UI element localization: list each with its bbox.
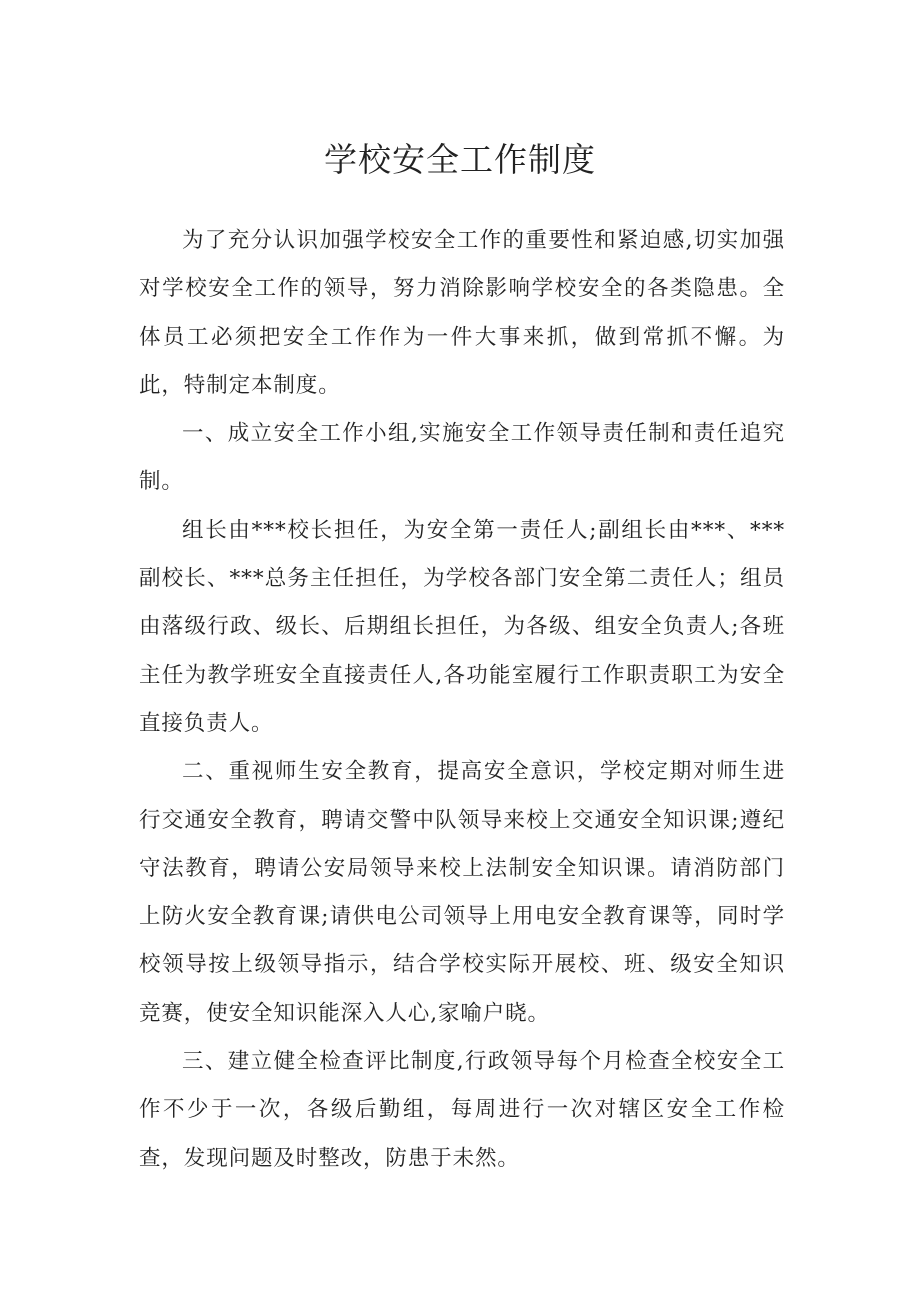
paragraph-section-1-detail: 组长由***校长担任，为安全第一责任人;副组长由***、***副校长、***总务主任担任，为学校各部门安全第二责任人；组员由落级行政、级长、后期组长担任，为各级、组安全负责人;各班主任为教学班安全直接责任人,各功能室履行工作职责职工为安全直接负责人。 [139, 517, 785, 736]
document-body [139, 217, 785, 1183]
paragraph-section-1: 一、成立安全工作小组,实施安全工作领导责任制和责任追究制。 [139, 421, 785, 495]
paragraph-section-2: 二、重视师生安全教育，提高安全意识，学校定期对师生进行交通安全教育，聘请交警中队领导来校上交通安全知识课;遵纪守法教育，聘请公安局领导来校上法制安全知识课。请消防部门上防火安全教育课;请供电公司领导上用电安全教育课等，同时学校领导按上级领导指示，结合学校实际开展校、班、级安全知识竞赛，使安全知识能深入人心,家喻户晓。 [139, 759, 785, 1026]
paragraph-intro: 为了充分认识加强学校安全工作的重要性和紧迫感,切实加强对学校安全工作的领导，努力消除影响学校安全的各类隐患。全体员工必须把安全工作作为一件大事来抓，做到常抓不懈。为此，特制定本制度。 [139, 228, 785, 398]
paragraph-section-3: 三、建立健全检查评比制度,行政领导每个月检查全校安全工作不少于一次，各级后勤组，每周进行一次对辖区安全工作检查，发现问题及时整改，防患于未然。 [139, 1049, 785, 1171]
document-title: 学校安全工作制度 [324, 140, 596, 179]
